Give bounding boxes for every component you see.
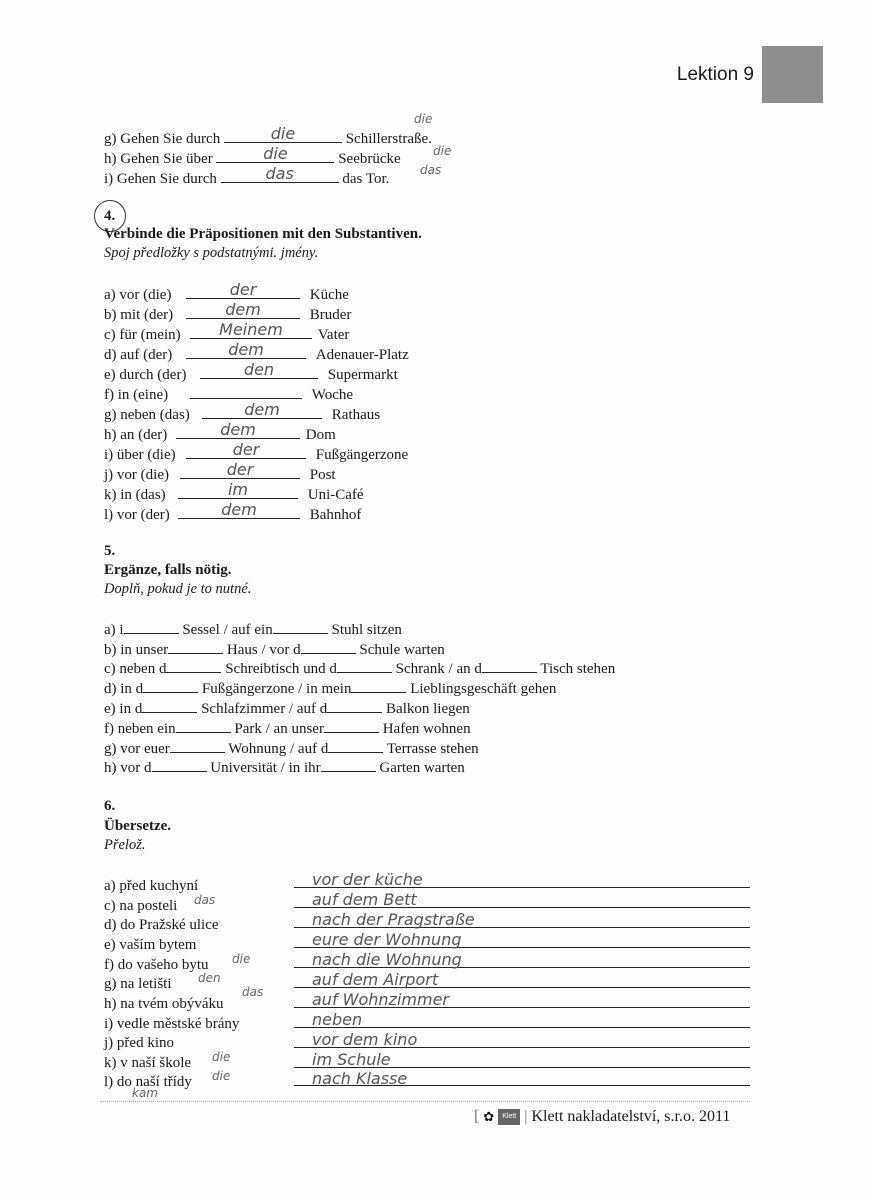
prompt: g) na letišti: [104, 976, 172, 992]
bracket: [: [474, 1108, 480, 1125]
prompt: i) vedle městské brány: [104, 1016, 240, 1032]
answer-blank[interactable]: [168, 639, 223, 654]
answer-blank[interactable]: [186, 280, 300, 299]
prompt: h) na tvém obýváku: [104, 996, 224, 1012]
prompt: Stuhl sitzen: [331, 622, 402, 638]
prompt: a) před kuchyní: [104, 878, 199, 894]
list-item: [104, 440, 409, 464]
prompt: Wohnung / auf d: [228, 741, 329, 757]
prompt: h) an (der): [104, 427, 168, 443]
prompt: i) Gehen Sie durch: [104, 171, 217, 187]
prompt: Garten warten: [379, 760, 465, 776]
answer-blank[interactable]: [186, 300, 300, 319]
answer-blank[interactable]: [178, 500, 300, 519]
noun: Woche: [311, 387, 354, 403]
klett-logo-icon: ✿: [483, 1110, 495, 1125]
klett-logo: Klett: [498, 1109, 520, 1125]
publisher-footer: [474, 1108, 730, 1126]
prompt: g) neben (das): [104, 407, 190, 423]
list-item: [104, 718, 471, 738]
handwritten-answer: dem: [244, 400, 280, 419]
prompt: d) do Pražské ulice: [104, 917, 219, 933]
exercise-5-number: 5.: [104, 543, 116, 559]
prompt: e) vaším bytem: [104, 937, 197, 953]
answer-blank[interactable]: [273, 619, 328, 634]
handwritten-answer: dem: [221, 500, 257, 519]
prompt: Schrank / an d: [395, 661, 482, 677]
answer-blank[interactable]: [124, 619, 179, 634]
exercise-5-title: Ergänze, falls nötig.: [104, 562, 232, 578]
prompt: Schlafzimmer / auf d: [201, 701, 328, 717]
handwritten-note: das: [420, 163, 442, 177]
noun: Fußgängerzone: [315, 447, 409, 463]
list-item: [104, 320, 350, 344]
answer-blank[interactable]: [216, 144, 334, 163]
handwritten-answer: auf dem Bett: [312, 890, 417, 909]
noun: Bahnhof: [309, 507, 362, 523]
answer-blank[interactable]: [327, 698, 382, 713]
noun: Schillerstraße.: [345, 131, 432, 147]
list-item: [104, 420, 336, 444]
list-item: [104, 460, 336, 484]
handwritten-answer: das: [265, 164, 294, 183]
list-item: [104, 500, 362, 524]
handwritten-answer: vor der küche: [312, 870, 423, 889]
noun: Vater: [317, 327, 350, 343]
handwritten-answer: nach Klasse: [312, 1069, 408, 1088]
exercise-6-title: Übersetze.: [104, 818, 172, 834]
handwritten-answer: Meinem: [219, 320, 283, 339]
answer-blank[interactable]: [170, 738, 225, 753]
answer-blank[interactable]: [321, 757, 376, 772]
noun: Seebrücke: [338, 151, 401, 167]
list-item: [104, 698, 470, 718]
prompt: h) vor d: [104, 760, 152, 776]
prompt: Balkon liegen: [386, 701, 470, 717]
list-item: [104, 384, 353, 404]
handwritten-answer: neben: [312, 1010, 363, 1029]
answer-blank[interactable]: [152, 757, 207, 772]
handwritten-note: das: [194, 893, 216, 907]
answer-blank[interactable]: [176, 718, 231, 733]
prompt: Schreibtisch und d: [225, 661, 337, 677]
answer-blank[interactable]: [178, 480, 298, 499]
handwritten-answer: der: [226, 460, 254, 479]
noun: Küche: [309, 287, 349, 303]
list-item: [104, 619, 402, 639]
exercise-5-subtitle: Doplň, pokud je to nutné.: [104, 581, 252, 597]
answer-blank[interactable]: [142, 698, 197, 713]
list-item: [104, 678, 556, 698]
handwritten-note: die: [414, 112, 433, 126]
answer-blank[interactable]: [337, 658, 392, 673]
handwritten-answer: dem: [225, 300, 261, 319]
ex3-line-i: [104, 164, 390, 188]
prompt: b) in unser: [104, 642, 169, 658]
answer-blank[interactable]: [482, 658, 537, 673]
prompt: Hafen wohnen: [382, 721, 471, 737]
lesson-title: Lektion 9: [676, 64, 754, 85]
prompt: d) in d: [104, 681, 144, 697]
answer-blank[interactable]: [186, 340, 306, 359]
prompt: k) in (das): [104, 487, 166, 503]
handwritten-answer: der: [229, 280, 257, 299]
prompt: b) mit (der): [104, 307, 174, 323]
noun: Post: [309, 467, 336, 483]
prompt: c) na posteli: [104, 898, 178, 914]
ex3-line-h: [104, 144, 401, 168]
answer-blank[interactable]: [224, 124, 342, 143]
list-item: [104, 360, 398, 384]
handwritten-answer: nach die Wohnung: [312, 950, 462, 969]
publisher-text: Klett nakladatelství, s.r.o. 2011: [531, 1108, 731, 1125]
handwritten-note: die: [212, 1069, 231, 1083]
answer-blank[interactable]: [186, 440, 306, 459]
answer-line[interactable]: [294, 1027, 750, 1028]
prompt: f) do vašeho bytu: [104, 957, 209, 973]
handwritten-note: die: [433, 144, 452, 158]
prompt: j) před kino: [104, 1035, 174, 1051]
noun: Adenauer-Platz: [315, 347, 409, 363]
handwritten-note: den: [198, 971, 221, 985]
handwritten-answer: dem: [228, 340, 264, 359]
answer-blank[interactable]: [324, 718, 379, 733]
handwritten-answer: die: [263, 144, 288, 163]
exercise-4-subtitle: Spoj předložky s podstatnými. jmény.: [104, 245, 319, 261]
answer-blank[interactable]: [180, 460, 300, 479]
exercise-4-number: 4.: [104, 208, 116, 224]
prompt: f) neben ein: [104, 721, 176, 737]
handwritten-answer: vor dem kino: [312, 1030, 418, 1049]
prompt: d) auf (der): [104, 347, 173, 363]
prompt: Universität / in ihr: [210, 760, 321, 776]
noun: Rathaus: [331, 407, 381, 423]
noun: Supermarkt: [327, 367, 398, 383]
prompt: a) vor (die): [104, 287, 172, 303]
answer-blank[interactable]: [221, 164, 339, 183]
answer-blank[interactable]: [202, 400, 322, 419]
handwritten-note: das: [242, 985, 264, 999]
answer-blank[interactable]: [143, 678, 198, 693]
list-item: [104, 658, 615, 678]
prompt: l) vor (der): [104, 507, 170, 523]
prompt: Schule warten: [359, 642, 445, 658]
prompt: a) i: [104, 622, 124, 638]
exercise-4-title: Verbinde die Präpositionen mit den Substantiven.: [104, 226, 422, 242]
prompt: Fußgängerzone / in mein: [201, 681, 352, 697]
list-item: [104, 757, 465, 777]
prompt: c) neben d: [104, 661, 167, 677]
prompt: c) für (mein): [104, 327, 181, 343]
prompt: Park / an unser: [234, 721, 324, 737]
answer-blank[interactable]: [351, 678, 406, 693]
list-item: [104, 738, 479, 758]
noun: Dom: [305, 427, 336, 443]
answer-blank[interactable]: [328, 738, 383, 753]
handwritten-note: die: [212, 1050, 231, 1064]
prompt: l) do naší třídy: [104, 1074, 192, 1090]
handwritten-answer: den: [243, 360, 275, 379]
prompt: e) durch (der): [104, 367, 187, 383]
prompt: e) in d: [104, 701, 143, 717]
noun: Uni-Café: [307, 487, 364, 503]
prompt: Terrasse stehen: [386, 741, 479, 757]
separator: |: [524, 1108, 528, 1125]
prompt: Lieblingsgeschäft gehen: [410, 681, 557, 697]
prompt: Sessel / auf ein: [182, 622, 273, 638]
handwritten-answer: im: [227, 480, 249, 499]
prompt: i) über (die): [104, 447, 176, 463]
prompt: h) Gehen Sie über: [104, 151, 213, 167]
handwritten-note: kam: [132, 1086, 158, 1100]
handwritten-answer: der: [232, 440, 260, 459]
handwritten-answer: dem: [220, 420, 256, 439]
list-item: [104, 639, 445, 659]
handwritten-answer: die: [270, 124, 296, 143]
handwritten-answer: eure der Wohnung: [312, 930, 462, 949]
handwritten-answer: auf dem Airport: [312, 970, 439, 989]
prompt: g) Gehen Sie durch: [104, 131, 221, 147]
noun: das Tor.: [342, 171, 390, 187]
handwritten-answer: nach der Pragstraße: [312, 910, 475, 929]
prompt: k) v naší škole: [104, 1055, 192, 1071]
footer-divider: [100, 1101, 750, 1102]
answer-blank[interactable]: [200, 360, 318, 379]
answer-blank[interactable]: [166, 658, 221, 673]
answer-blank[interactable]: [190, 320, 312, 339]
prompt: Tisch stehen: [540, 661, 616, 677]
answer-blank[interactable]: [190, 384, 302, 399]
prompt: g) vor euer: [104, 741, 170, 757]
prompt: Haus / vor d: [226, 642, 301, 658]
answer-blank[interactable]: [301, 639, 356, 654]
noun: Bruder: [309, 307, 352, 323]
exercise-6-number: 6.: [104, 798, 116, 814]
handwritten-note: die: [232, 952, 251, 966]
exercise-6-subtitle: Přelož.: [104, 837, 146, 853]
prompt: j) vor (die): [104, 467, 169, 483]
handwritten-answer: im Schule: [312, 1050, 391, 1069]
prompt: f) in (eine): [104, 387, 169, 403]
handwritten-answer: auf Wohnzimmer: [312, 990, 449, 1009]
answer-blank[interactable]: [176, 420, 300, 439]
lesson-tab-marker: [762, 46, 823, 103]
